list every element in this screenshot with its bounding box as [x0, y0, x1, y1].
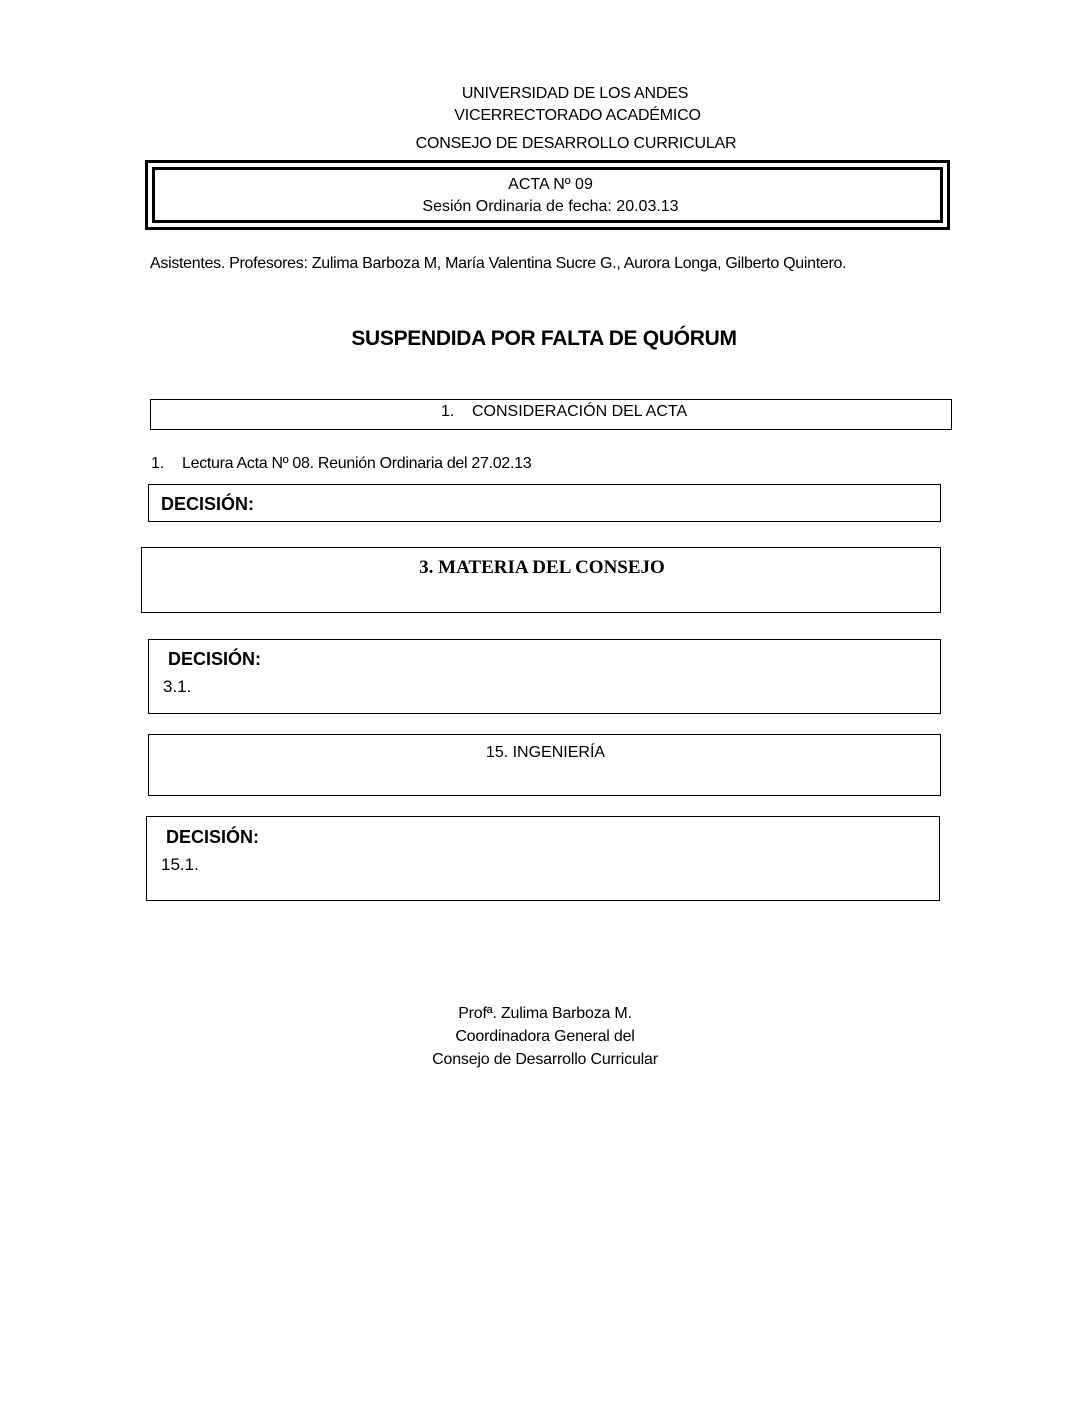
decision3-box	[148, 639, 941, 714]
item1-number: 1.	[151, 455, 165, 472]
decision15-label: DECISIÓN:	[166, 827, 260, 847]
section3-box	[141, 547, 941, 613]
decision1-label: DECISIÓN:	[161, 494, 255, 514]
item1-text: Lectura Acta Nº 08. Reunión Ordinaria del 27.02.13	[182, 455, 532, 472]
consejo-title: CONSEJO DE DESARROLLO CURRICULAR	[415, 135, 737, 152]
acta-number: ACTA Nº 09	[508, 176, 593, 193]
signature-role-line2: Consejo de Desarrollo Curricular	[432, 1051, 658, 1068]
suspended-title: SUSPENDIDA POR FALTA DE QUÓRUM	[351, 327, 737, 350]
decision1-box	[148, 484, 941, 522]
section15-box	[148, 734, 941, 796]
signature-name: Profª. Zulima Barboza M.	[458, 1005, 632, 1022]
acta-box	[145, 160, 950, 230]
section1-title: CONSIDERACIÓN DEL ACTA	[472, 403, 688, 420]
section1-box	[150, 399, 952, 430]
section15-title: 15. INGENIERÍA	[485, 744, 606, 761]
university-name: UNIVERSIDAD DE LOS ANDES	[461, 85, 689, 102]
decision15-box	[146, 816, 940, 901]
attendees: Asistentes. Profesores: Zulima Barboza M, María Valentina Sucre G., Aurora Longa, Gilberto Quintero.	[150, 255, 847, 272]
decision15-item: 15.1.	[161, 855, 199, 874]
signature-role-line1: Coordinadora General del	[455, 1028, 635, 1045]
section1-number: 1.	[441, 403, 455, 420]
acta-session: Sesión Ordinaria de fecha: 20.03.13	[422, 198, 679, 215]
decision3-label: DECISIÓN:	[168, 649, 262, 669]
vicerrectorado: VICERRECTORADO ACADÉMICO	[454, 107, 701, 124]
decision3-item: 3.1.	[163, 677, 192, 696]
section3-title: 3. MATERIA DEL CONSEJO	[419, 557, 665, 578]
